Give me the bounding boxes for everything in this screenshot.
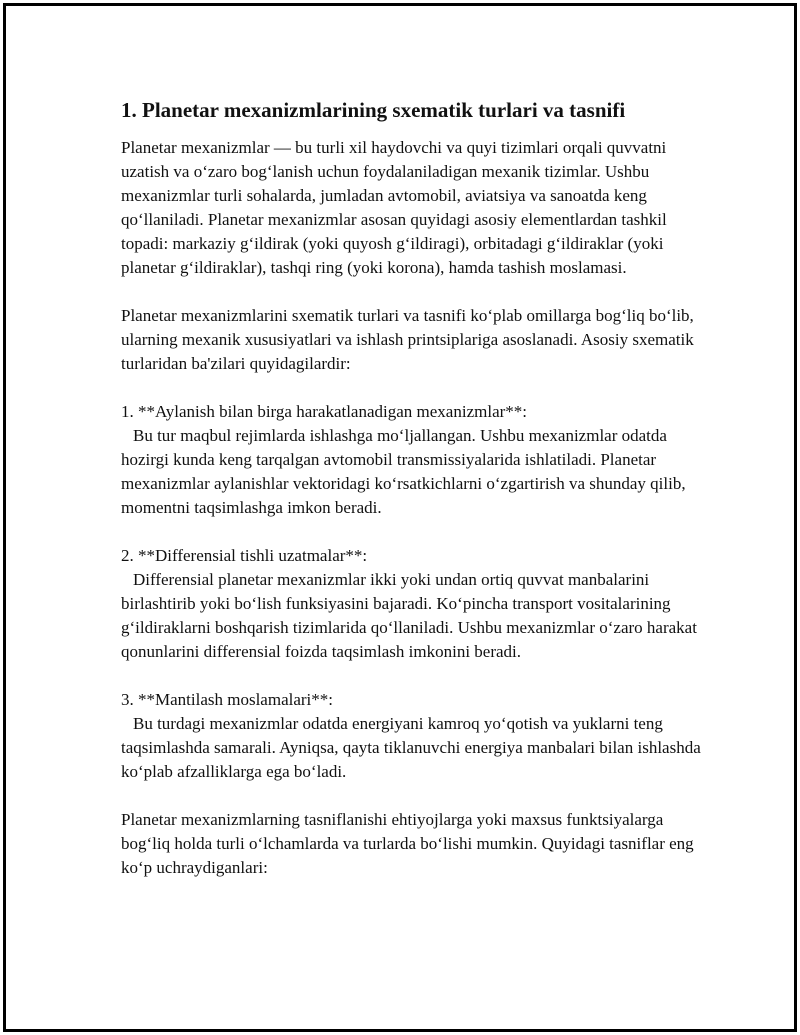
list-item-body: Bu tur maqbul rejimlarda ishlashga mo‘ljallangan. Ushbu mexanizmlar odatda hozirgi kunda keng tarqalgan avtomobil transmissiyalarida ishlatiladi. Planetar mexanizmlar aylanishlar vektoridagi ko‘rsatkichlarni o‘zgartirish va shunday qilib, momentni taqsimlashga imkon beradi. xyxy=(121,426,686,517)
list-item xyxy=(121,688,701,784)
types-paragraph: Planetar mexanizmlarini sxematik turlari va tasnifi ko‘plab omillarga bog‘liq bo‘lib, ularning mexanik xususiyatlari va ishlash printsiplariga asoslanadi. Asosiy sxematik turlaridan ba'zilari quyidagilardir: xyxy=(121,306,694,373)
list-item xyxy=(121,544,701,664)
classification-paragraph: Planetar mexanizmlarning tasniflanishi ehtiyojlarga yoki maxsus funktsiyalarga bog‘liq holda turli o‘lchamlarda va turlarda bo‘lishi mumkin. Quyidagi tasniflar eng ko‘p uchraydiganlari: xyxy=(121,810,694,877)
paragraph-gap xyxy=(121,784,701,808)
list-item-heading: 1. **Aylanish bilan birga harakatlanadigan mexanizmlar**: xyxy=(121,402,527,421)
paragraph-gap xyxy=(121,664,701,688)
paragraph-gap xyxy=(121,520,701,544)
paragraph-gap xyxy=(121,376,701,400)
intro-paragraph: Planetar mexanizmlar — bu turli xil haydovchi va quyi tizimlari orqali quvvatni uzatish va o‘zaro bog‘lanish uchun foydalaniladigan mexanik tizimlar. Ushbu mexanizmlar turli sohalarda, jumladan avtomobil, aviatsiya va sanoatda keng qo‘llaniladi. Planetar mexanizmlar asosan quyidagi asosiy elementlardan tashkil topadi: markaziy g‘ildirak (yoki quyosh g‘ildiragi), orbitadagi g‘ildiraklar (yoki planetar g‘ildiraklar), tashqi ring (yoki korona), hamda tashish moslamasi. xyxy=(121,138,667,277)
list-item-heading: 2. **Differensial tishli uzatmalar**: xyxy=(121,546,368,565)
paragraph-gap xyxy=(121,280,701,304)
list-item xyxy=(121,400,701,520)
list-item-body: Differensial planetar mexanizmlar ikki yoki undan ortiq quvvat manbalarini birlashtirib yoki bo‘lish funksiyasini bajaradi. Ko‘pincha transport vositalarining g‘ildiraklarni boshqarish tizimlarida qo‘llaniladi. Ushbu mexanizmlar o‘zaro harakat qonunlarini differensial foizda taqsimlash imkonini beradi. xyxy=(121,570,697,661)
list-item-heading: 3. **Mantilash moslamalari**: xyxy=(121,690,333,709)
section-heading: 1. Planetar mexanizmlarining sxematik turlari va tasnifi xyxy=(121,98,626,122)
page-frame xyxy=(3,3,797,1032)
document-content xyxy=(121,96,701,880)
list-item-body: Bu turdagi mexanizmlar odatda energiyani kamroq yo‘qotish va yuklarni teng taqsimlashda samarali. Ayniqsa, qayta tiklanuvchi energiya manbalari bilan ishlashda ko‘plab afzalliklarga ega bo‘ladi. xyxy=(121,714,701,781)
